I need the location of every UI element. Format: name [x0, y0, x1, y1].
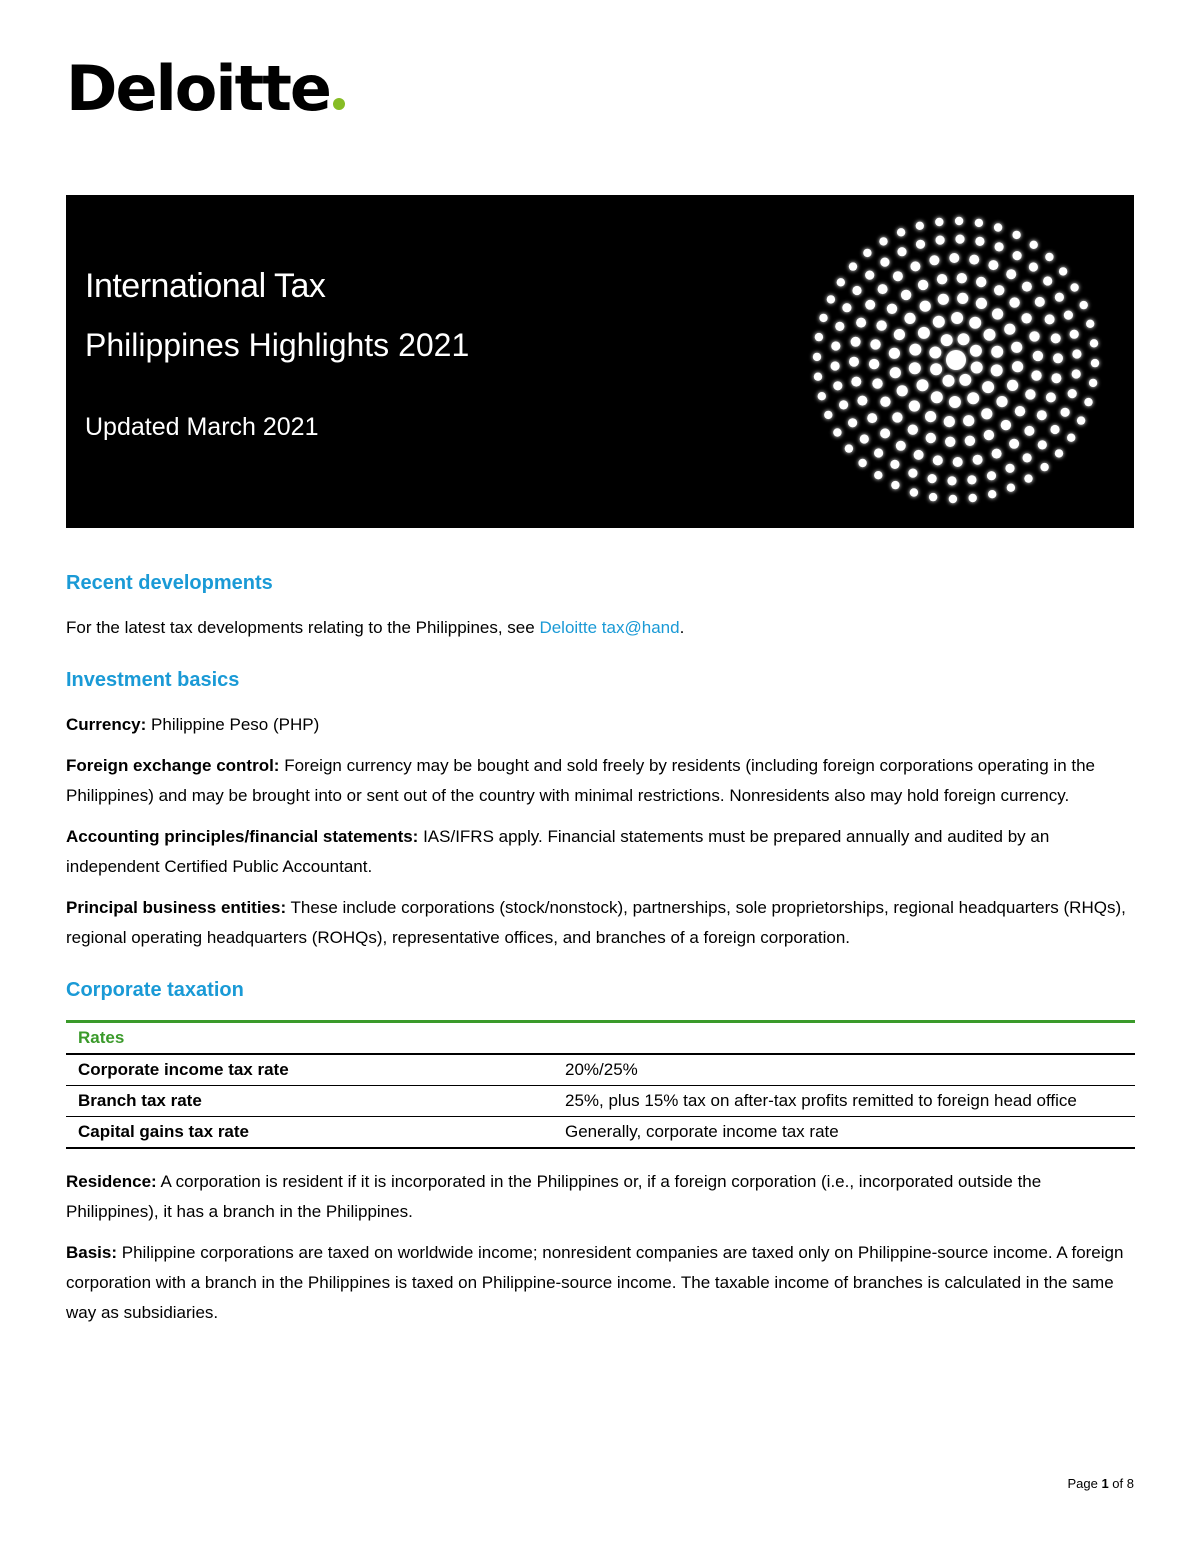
dot-sphere-graphic [806, 210, 1106, 510]
sphere-dot [1006, 269, 1016, 279]
sphere-dot [958, 333, 970, 345]
sphere-dot [914, 450, 924, 460]
sphere-dot [897, 228, 905, 236]
sphere-dot [987, 471, 996, 480]
sphere-dot [874, 471, 882, 479]
sphere-dot [1007, 380, 1018, 391]
sphere-dot [1045, 314, 1055, 324]
sphere-dot [880, 258, 889, 267]
sphere-dot [945, 437, 955, 447]
sphere-dot [941, 334, 953, 346]
sphere-dot [839, 400, 848, 409]
sphere-dot [920, 301, 931, 312]
sphere-dot [935, 218, 943, 226]
sphere-dot [969, 255, 979, 265]
recent-paragraph: For the latest tax developments relating to the Philippines, see Deloitte tax@hand. [66, 618, 685, 637]
sphere-dot [930, 363, 942, 375]
sphere-dot [1072, 349, 1081, 358]
sphere-dot [949, 253, 959, 263]
sphere-dot [870, 339, 880, 349]
sphere-dot [845, 444, 853, 452]
sphere-dot [1005, 464, 1014, 473]
sphere-dot [1012, 231, 1020, 239]
table-row: Branch tax rate 25%, plus 15% tax on after-tax profits remitted to foreign head office [66, 1086, 1135, 1117]
sphere-dot [933, 316, 945, 328]
sphere-dot [988, 490, 996, 498]
sphere-dot [863, 249, 871, 257]
sphere-dot [976, 298, 987, 309]
sphere-dot [865, 300, 875, 310]
taxathand-link[interactable]: Deloitte tax@hand [539, 618, 680, 637]
sphere-dot [943, 375, 955, 387]
sphere-dot [917, 379, 929, 391]
table-header-row [66, 1022, 1135, 1055]
sphere-dot [1045, 253, 1053, 261]
sphere-dot [1043, 276, 1052, 285]
main-content [66, 572, 1134, 1339]
sphere-dot [851, 377, 861, 387]
sphere-dot [1023, 453, 1032, 462]
sphere-dot [831, 361, 840, 370]
sphere-dot [887, 304, 897, 314]
sphere-dot [1051, 333, 1061, 343]
sphere-dot [1080, 301, 1088, 309]
sphere-dot [1077, 416, 1085, 424]
sphere-dot [880, 397, 890, 407]
sphere-dot [837, 278, 845, 286]
sphere-dot [909, 344, 921, 356]
sphere-dot [916, 240, 925, 249]
sphere-dot [878, 284, 888, 294]
sphere-dot [833, 428, 841, 436]
sphere-dot [824, 411, 832, 419]
sphere-dot [959, 374, 971, 386]
sphere-dot [963, 415, 974, 426]
sphere-dot [857, 396, 867, 406]
sphere-dot [969, 317, 981, 329]
investment-item: Currency: Philippine Peso (PHP) [66, 715, 320, 734]
sphere-dot [890, 367, 901, 378]
sphere-dot [819, 314, 827, 322]
sphere-dot [852, 286, 861, 295]
sphere-dot [901, 290, 911, 300]
section-heading-investment: Investment basics [66, 669, 240, 691]
sphere-dot [918, 280, 928, 290]
sphere-dot [1013, 251, 1022, 260]
sphere-dot [818, 392, 826, 400]
sphere-dot [880, 428, 890, 438]
sphere-dot [984, 430, 994, 440]
table-row: Corporate income tax rate 20%/25% [66, 1054, 1135, 1086]
sphere-dot [849, 357, 859, 367]
sphere-dot [1086, 320, 1094, 328]
sphere-dot [981, 408, 992, 419]
investment-item: Foreign exchange control: Foreign currency may be bought and sold freely by residents (including foreign corporations operating in the Philippines) and may be brought into or sent out of the country with minimal restrictions. Nonresidents also may hold foreign currency. [66, 756, 1096, 805]
investment-item: Accounting principles/financial statements: IAS/IFRS apply. Financial statements must be prepared annually and audited by an independent Certified Public Accountant. [66, 827, 1050, 876]
sphere-dot [856, 318, 866, 328]
sphere-dot [827, 295, 835, 303]
sphere-dot [908, 425, 918, 435]
sphere-dot [909, 362, 921, 374]
sphere-dot [967, 475, 976, 484]
sphere-dot [929, 255, 939, 265]
banner-subtitle: Philippines Highlights 2021 [85, 327, 470, 363]
sphere-dot [975, 237, 984, 246]
sphere-dot [929, 493, 937, 501]
banner-title: International Tax [85, 267, 326, 305]
sphere-dot [1090, 339, 1098, 347]
corporate-item: Residence: A corporation is resident if it is incorporated in the Philippines or, if a foreign corporation (i.e., incorporated outside the Philippines), it has a branch in the Philippines. [66, 1172, 1042, 1221]
sphere-dot [1035, 297, 1045, 307]
sphere-dot [976, 277, 986, 287]
sphere-dot [815, 333, 823, 341]
sphere-dot [975, 219, 983, 227]
sphere-dot [991, 364, 1003, 376]
sphere-dot [1004, 324, 1015, 335]
section-heading-recent: Recent developments [66, 572, 273, 594]
sphere-dot [1067, 434, 1075, 442]
sphere-dot [1015, 406, 1025, 416]
sphere-dot [835, 322, 844, 331]
sphere-dot [1046, 392, 1056, 402]
sphere-dot [1009, 439, 1019, 449]
sphere-dot [867, 413, 877, 423]
sphere-dot [858, 459, 866, 467]
sphere-dot [1021, 313, 1031, 323]
sphere-dot [894, 329, 905, 340]
sphere-dot [874, 448, 883, 457]
sphere-dot [1061, 408, 1070, 417]
sphere-dot [929, 347, 941, 359]
sphere-dot [1022, 282, 1032, 292]
sphere-dot [928, 474, 937, 483]
sphere-dot [849, 262, 857, 270]
sphere-dot [1024, 474, 1032, 482]
sphere-dot [994, 285, 1004, 295]
investment-item: Principal business entities: These include corporations (stock/nonstock), partnerships, sole proprietorships, regional headquarters (RHQs), regional operating headquarters (ROHQs), representative offices, and branches of a foreign corporation. [66, 898, 1126, 947]
sphere-dot [1070, 330, 1079, 339]
sphere-dot [946, 350, 966, 370]
sphere-dot [973, 455, 983, 465]
deloitte-logo: Deloitte [66, 58, 345, 120]
sphere-dot [970, 345, 982, 357]
sphere-dot [944, 416, 955, 427]
sphere-dot [879, 237, 887, 245]
sphere-dot [949, 396, 961, 408]
table-header-rates: Rates [66, 1022, 1135, 1055]
sphere-dot [1009, 297, 1019, 307]
sphere-dot [931, 391, 943, 403]
sphere-dot [926, 433, 936, 443]
sphere-dot [908, 469, 917, 478]
sphere-dot [1001, 420, 1011, 430]
sphere-dot [951, 312, 963, 324]
table-row: Capital gains tax rate Generally, corporate income tax rate [66, 1117, 1135, 1149]
sphere-dot [1038, 440, 1047, 449]
sphere-dot [896, 441, 906, 451]
sphere-dot [851, 337, 861, 347]
sphere-dot [910, 261, 920, 271]
sphere-dot [955, 235, 964, 244]
sphere-dot [991, 346, 1003, 358]
sphere-dot [909, 400, 920, 411]
sphere-dot [831, 341, 840, 350]
sphere-dot [813, 353, 821, 361]
sphere-dot [893, 271, 903, 281]
sphere-dot [842, 303, 851, 312]
sphere-dot [1024, 426, 1034, 436]
sphere-dot [1050, 425, 1059, 434]
sphere-dot [936, 236, 945, 245]
section-heading-corporate: Corporate taxation [66, 979, 244, 1001]
sphere-dot [957, 273, 967, 283]
sphere-dot [1053, 353, 1063, 363]
sphere-dot [969, 494, 977, 502]
sphere-dot [1011, 342, 1022, 353]
sphere-dot [933, 455, 943, 465]
sphere-dot [872, 378, 882, 388]
sphere-dot [848, 418, 857, 427]
sphere-dot [1064, 311, 1073, 320]
sphere-dot [957, 293, 968, 304]
sphere-dot [967, 392, 979, 404]
sphere-dot [1084, 398, 1092, 406]
sphere-dot [1030, 241, 1038, 249]
sphere-dot [947, 476, 956, 485]
sphere-dot [918, 327, 930, 339]
sphere-dot [876, 320, 886, 330]
sphere-dot [833, 381, 842, 390]
sphere-dot [891, 481, 899, 489]
sphere-dot [1091, 359, 1099, 367]
sphere-dot [988, 260, 998, 270]
banner-updated-date: Updated March 2021 [85, 413, 319, 441]
sphere-dot [996, 396, 1007, 407]
corporate-item: Basis: Philippine corporations are taxed on worldwide income; nonresident companies are taxed only on Philippine-source income. A foreign corporation with a branch in the Philippines is taxed on Philippine-source income. The taxable income of branches is calculated in the same way as subsidiaries. [66, 1243, 1124, 1322]
sphere-dot [1031, 370, 1041, 380]
sphere-dot [1051, 373, 1061, 383]
sphere-dot [984, 329, 996, 341]
sphere-dot [955, 217, 963, 225]
sphere-dot [897, 247, 906, 256]
sphere-dot [1055, 293, 1064, 302]
cover-banner [66, 195, 1134, 528]
sphere-dot [982, 381, 994, 393]
sphere-dot [1072, 369, 1081, 378]
sphere-dot [897, 385, 908, 396]
sphere-dot [869, 359, 879, 369]
sphere-dot [1055, 449, 1063, 457]
sphere-dot [814, 373, 822, 381]
sphere-dot [1040, 463, 1048, 471]
sphere-dot [1029, 331, 1039, 341]
logo-dot [333, 98, 345, 110]
sphere-dot [953, 457, 963, 467]
page-number: Page 1 of 8 [1067, 1476, 1134, 1491]
sphere-dot [889, 348, 900, 359]
sphere-dot [1033, 351, 1043, 361]
sphere-dot [1068, 389, 1077, 398]
sphere-dot [904, 313, 915, 324]
sphere-dot [890, 460, 899, 469]
sphere-dot [860, 434, 869, 443]
sphere-dot [1059, 267, 1067, 275]
sphere-dot [925, 411, 936, 422]
sphere-dot [1025, 389, 1035, 399]
sphere-dot [1037, 410, 1047, 420]
sphere-dot [971, 362, 983, 374]
sphere-dot [1089, 379, 1097, 387]
sphere-dot [992, 449, 1002, 459]
sphere-dot [965, 436, 975, 446]
sphere-dot [1070, 283, 1078, 291]
sphere-dot [949, 495, 957, 503]
sphere-dot [938, 294, 949, 305]
sphere-dot [1029, 262, 1038, 271]
sphere-dot [994, 223, 1002, 231]
sphere-dot [992, 308, 1003, 319]
sphere-dot [916, 222, 924, 230]
sphere-dot [865, 271, 874, 280]
sphere-dot [995, 242, 1004, 251]
sphere-dot [910, 488, 918, 496]
sphere-dot [937, 274, 947, 284]
sphere-dot [892, 412, 902, 422]
rates-table [66, 1020, 1135, 1149]
sphere-dot [1007, 484, 1015, 492]
sphere-dot [1012, 361, 1023, 372]
